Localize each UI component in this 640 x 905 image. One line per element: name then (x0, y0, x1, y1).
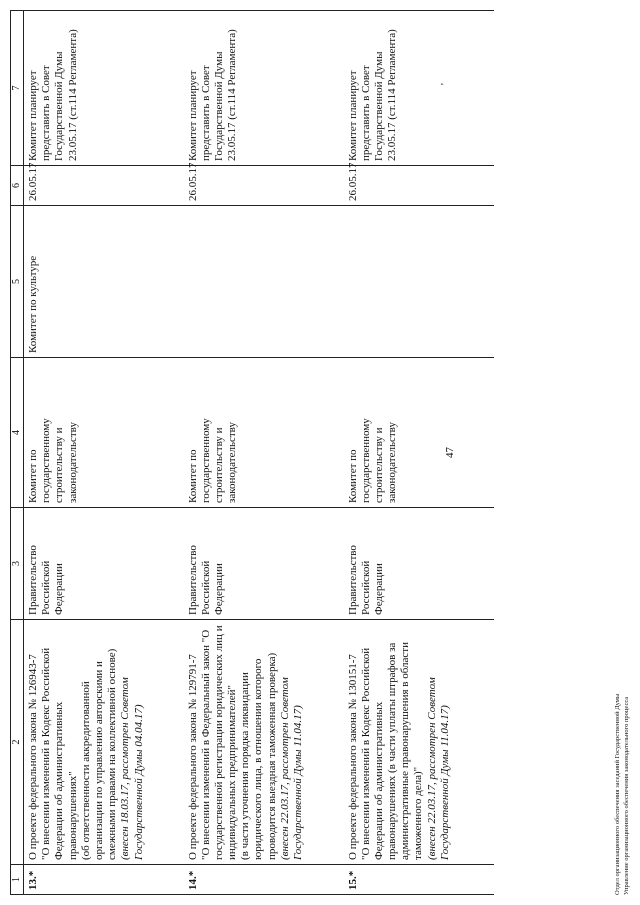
footer-department: Отдел организационного обеспечения заседаний Государственной Думы (614, 693, 621, 895)
column-header: 1 (11, 865, 24, 895)
column-header: 7 (11, 11, 24, 166)
bill-title: О проекте федерального закона № 126943-7 (27, 654, 39, 860)
footer-directorate: Управление организационного обеспечения законодательного процесса (622, 696, 630, 895)
bill-status: (внесен 18.03.17, рассмотрен Советом Государственной Думы 04.04.17) (119, 677, 145, 860)
responsible-committee: Комитет по государственному строительству и законодательству (344, 358, 494, 508)
column-header: 4 (11, 358, 24, 508)
column-header: 3 (11, 508, 24, 620)
table-row (344, 11, 494, 895)
initiator: Правительство Российской Федерации (24, 508, 184, 620)
responsible-committee: Комитет по государственному строительству и законодательству (184, 358, 344, 508)
row-number: 13.* (24, 865, 184, 895)
bill-title: О проекте федерального закона № 130151-7 (346, 654, 359, 860)
column-header: 2 (11, 620, 24, 865)
bill-status: (внесен 22.03.17, рассмотрен Советом Государственной Думы 11.04.17) (425, 677, 451, 860)
agenda-table (10, 10, 494, 895)
table-row (184, 11, 344, 895)
table-header-row (11, 11, 24, 895)
co-committee: Комитет по культуре (24, 206, 184, 358)
bill-subject: (в части уточнения порядка ликвидации юридического лица, в отношении которого проводится выездная таможенная проверка) (239, 652, 278, 860)
co-committee (344, 206, 494, 358)
bill-description (24, 620, 184, 865)
initiator: Правительство Российской Федерации (344, 508, 494, 620)
page-number: 47 (444, 447, 456, 458)
deadline-date: 26.05.17 (184, 166, 344, 206)
row-number: 15.* (344, 865, 494, 895)
bill-subject: (об ответственности аккредитованной организации по управлению авторскими и смежными правами на коллективной основе) (79, 648, 119, 860)
margin-mark: ' (440, 83, 451, 85)
column-header: 6 (11, 166, 24, 206)
responsible-committee: Комитет по государственному строительству и законодательству (24, 358, 184, 508)
deadline-date: 26.05.17 (344, 166, 494, 206)
co-committee (184, 206, 344, 358)
committee-plan: Комитет планирует представить в Совет Государственной Думы 23.05.17 (ст.114 Регламента) (344, 11, 494, 166)
committee-plan: Комитет планирует представить в Совет Государственной Думы 23.05.17 (ст.114 Регламента) (184, 11, 344, 166)
bill-name: "О внесении изменений в Федеральный закон "О государственной регистрации юридических лиц и индивидуальных предпринимателей" (199, 625, 239, 860)
deadline-date: 26.05.17 (24, 166, 184, 206)
bill-description (344, 620, 494, 865)
committee-plan: Комитет планирует представить в Совет Государственной Думы 23.05.17 (ст.114 Регламента) (24, 11, 184, 166)
bill-title: О проекте федерального закона № 129791-7 (186, 654, 199, 860)
footer (614, 694, 632, 895)
bill-name: "О внесении изменений в Кодекс Российской Федерации об административных правонарушениях (в части уплаты штрафов за административные правонарушения в области таможенного дела)" (359, 642, 425, 860)
bill-name: "О внесении изменений в Кодекс Российской Федерации об административных правонарушениях" (40, 647, 79, 860)
bill-status: (внесен 22.03.17, рассмотрен Советом Государственной Думы 11.04.17) (278, 677, 304, 860)
column-header: 5 (11, 206, 24, 358)
table-row (24, 11, 184, 895)
initiator: Правительство Российской Федерации (184, 508, 344, 620)
row-number: 14.* (184, 865, 344, 895)
bill-description (184, 620, 344, 865)
